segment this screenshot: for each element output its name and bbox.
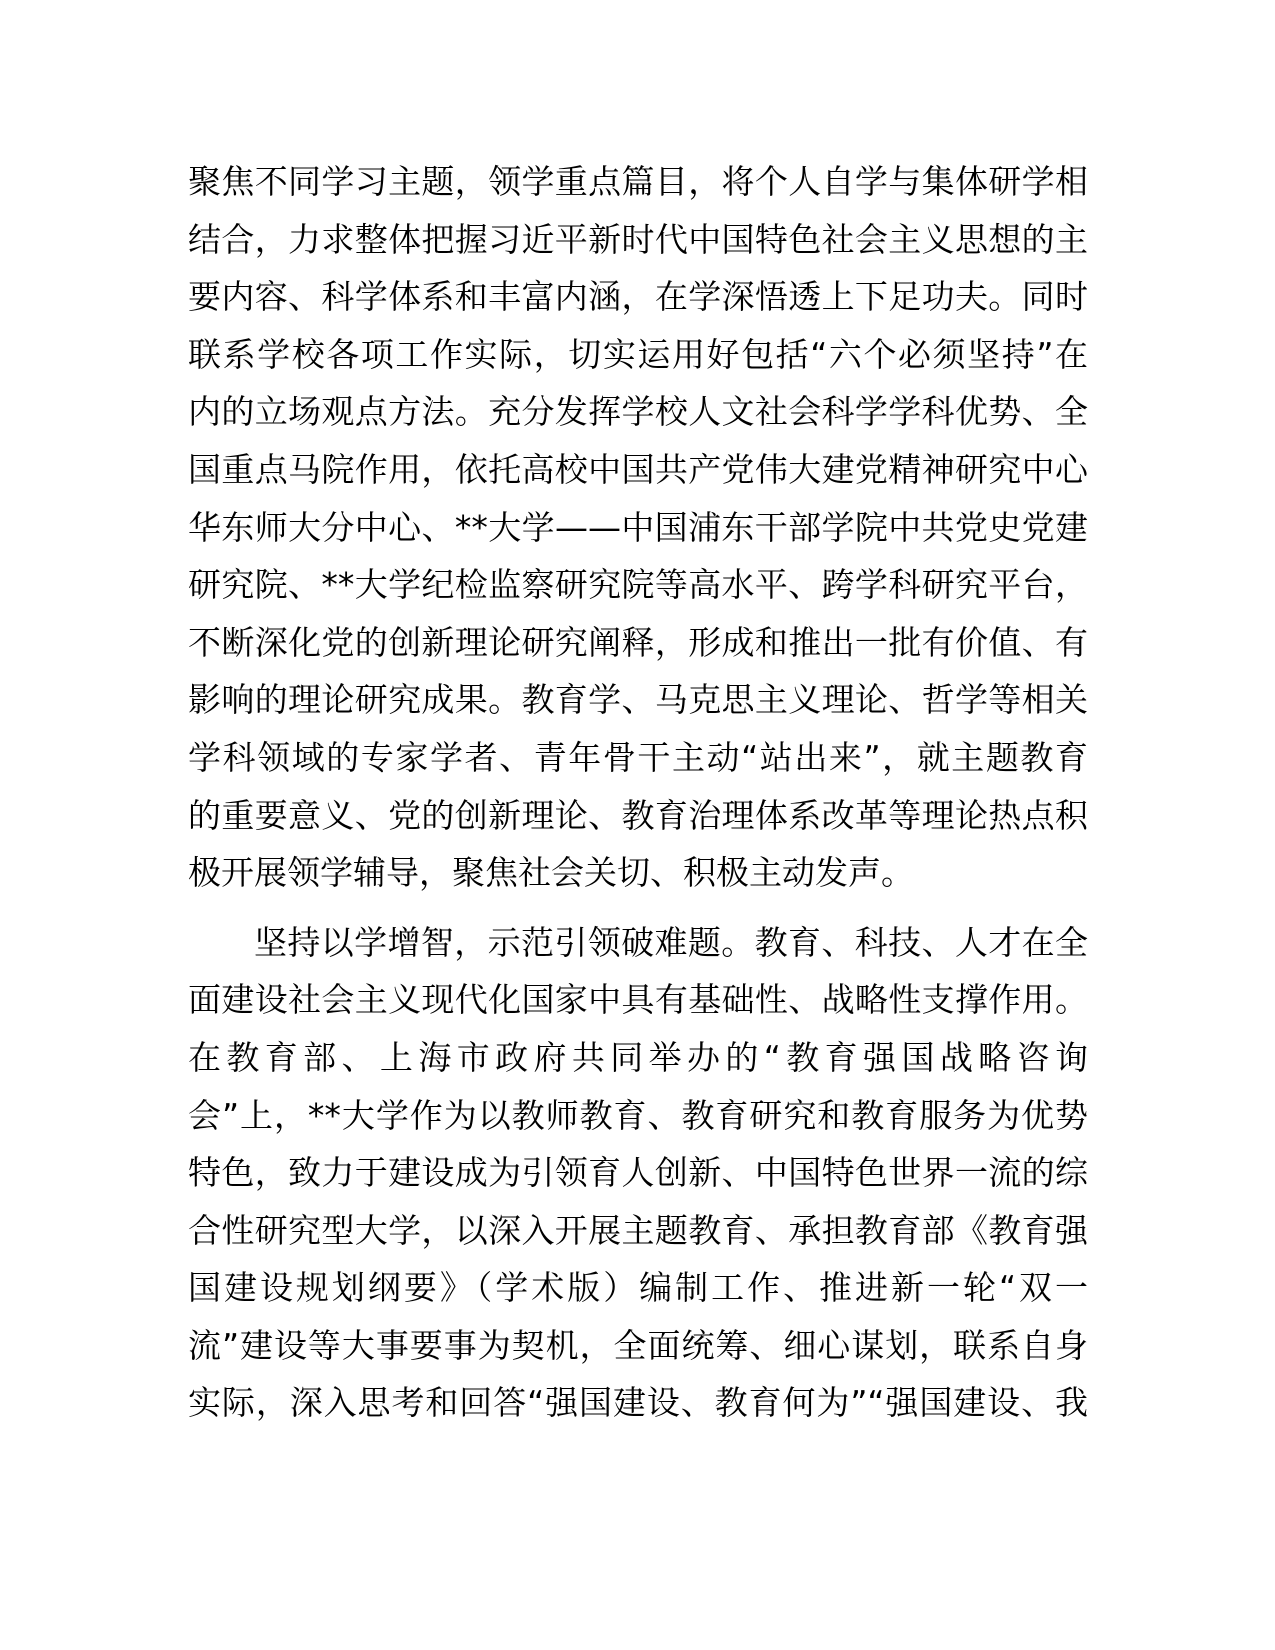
text-line: 联系学校各项工作实际，切实运用好包括“六个必须坚持”在 xyxy=(188,334,1088,374)
text-line: 不断深化党的创新理论研究阐释，形成和推出一批有价值、有 xyxy=(188,622,1088,662)
text-line: 特色，致力于建设成为引领育人创新、中国特色世界一流的综 xyxy=(188,1153,1088,1193)
text-line: 面建设社会主义现代化国家中具有基础性、战略性支撑作用。 xyxy=(188,980,1088,1020)
paragraph-1 xyxy=(188,153,1088,902)
text-line: 会”上，**大学作为以教师教育、教育研究和教育服务为优势 xyxy=(188,1095,1088,1135)
text-line: 在教育部、上海市政府共同举办的“教育强国战略咨询 xyxy=(188,1037,1088,1077)
text-line: 内的立场观点方法。充分发挥学校人文社会科学学科优势、全 xyxy=(188,392,1088,432)
text-line: 研究院、**大学纪检监察研究院等高水平、跨学科研究平台， xyxy=(188,565,1088,605)
text-line: 结合，力求整体把握习近平新时代中国特色社会主义思想的主 xyxy=(188,219,1088,259)
text-line: 合性研究型大学，以深入开展主题教育、承担教育部《教育强 xyxy=(188,1210,1088,1250)
paragraph-spacer xyxy=(188,902,1088,914)
text-line: 的重要意义、党的创新理论、教育治理体系改革等理论热点积 xyxy=(188,795,1088,835)
text-line: 国重点马院作用，依托高校中国共产党伟大建党精神研究中心 xyxy=(188,449,1088,489)
text-line: 影响的理论研究成果。教育学、马克思主义理论、哲学等相关 xyxy=(188,680,1088,720)
text-line: 流”建设等大事要事为契机，全面统筹、细心谋划，联系自身 xyxy=(188,1325,1088,1365)
text-line: 聚焦不同学习主题，领学重点篇目，将个人自学与集体研学相 xyxy=(188,162,1088,201)
text-line: 要内容、科学体系和丰富内涵，在学深悟透上下足功夫。同时 xyxy=(188,277,1088,317)
text-line: 坚持以学增智，示范引领破难题。教育、科技、人才在全 xyxy=(254,922,1088,962)
body-text xyxy=(188,153,1088,1432)
paragraph-2 xyxy=(188,914,1088,1432)
text-line: 极开展领学辅导，聚焦社会关切、积极主动发声。 xyxy=(188,853,914,893)
text-line: 国建设规划纲要》（学术版）编制工作、推进新一轮“双一 xyxy=(188,1268,1088,1308)
text-line: 华东师大分中心、**大学——中国浦东干部学院中共党史党建 xyxy=(188,507,1088,547)
text-line: 学科领域的专家学者、青年骨干主动“站出来”，就主题教育 xyxy=(188,737,1088,777)
text-line: 实际，深入思考和回答“强国建设、教育何为”“强国建设、我 xyxy=(188,1383,1088,1423)
